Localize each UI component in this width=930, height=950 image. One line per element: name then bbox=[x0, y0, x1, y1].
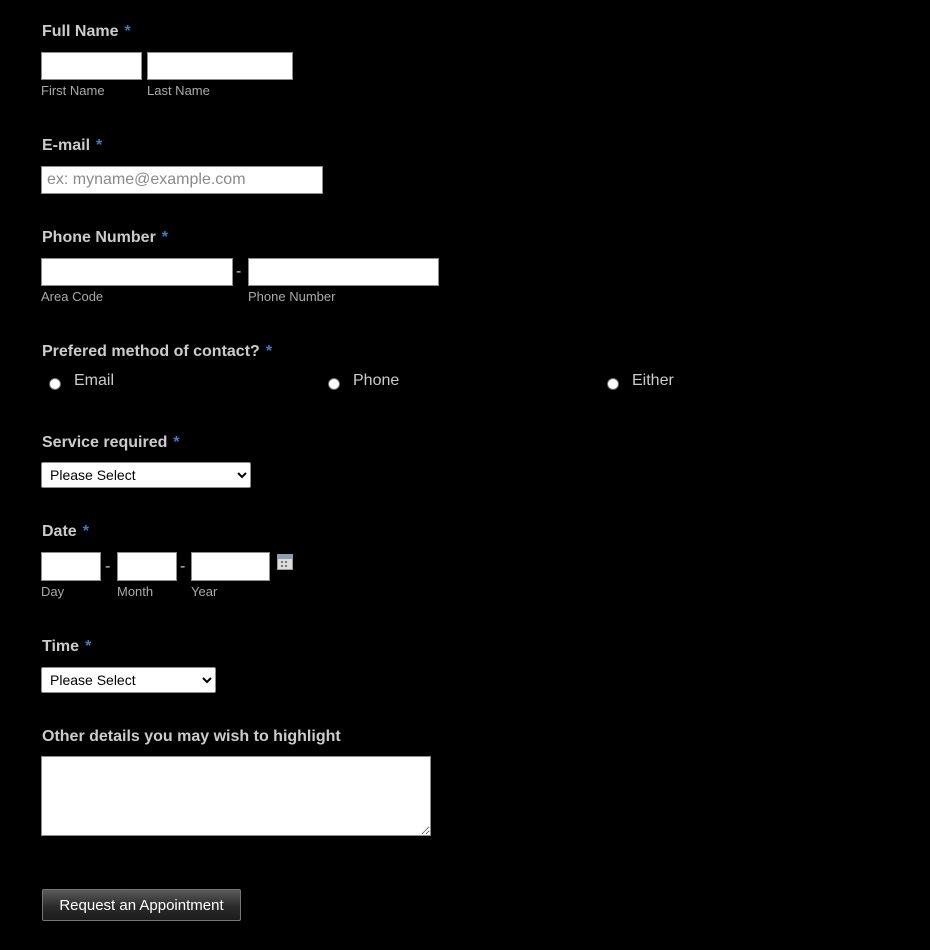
time-select[interactable] bbox=[41, 667, 216, 693]
time-label bbox=[42, 638, 91, 656]
first-name-sublabel: First Name bbox=[41, 83, 105, 98]
phone-label bbox=[42, 229, 168, 247]
required-marker: * bbox=[85, 638, 92, 655]
contact-either-label[interactable]: Either bbox=[632, 372, 674, 389]
email-input[interactable] bbox=[41, 166, 323, 194]
year-input[interactable] bbox=[191, 552, 270, 581]
email-label-text: E-mail bbox=[42, 137, 91, 154]
month-sublabel: Month bbox=[117, 584, 154, 599]
contact-phone-label[interactable]: Phone bbox=[353, 372, 400, 389]
required-marker: * bbox=[173, 434, 180, 451]
last-name-sublabel: Last Name bbox=[147, 83, 210, 98]
full-name-label bbox=[42, 23, 131, 41]
service-label-text: Service required bbox=[42, 434, 168, 451]
details-label: Other details you may wish to highlight bbox=[42, 728, 341, 745]
required-marker: * bbox=[124, 23, 131, 40]
phone-separator: - bbox=[236, 263, 242, 280]
request-appointment-button[interactable]: Request an Appointment bbox=[42, 889, 241, 921]
details-textarea[interactable] bbox=[41, 756, 431, 836]
time-label-text: Time bbox=[42, 638, 80, 655]
area-code-sublabel: Area Code bbox=[41, 289, 104, 304]
required-marker: * bbox=[82, 523, 89, 540]
date-separator-2: - bbox=[180, 558, 186, 575]
calendar-icon[interactable] bbox=[277, 554, 293, 570]
required-marker: * bbox=[96, 137, 103, 154]
year-sublabel: Year bbox=[191, 584, 218, 599]
service-label bbox=[42, 434, 180, 452]
contact-either-radio[interactable] bbox=[607, 378, 619, 390]
required-marker: * bbox=[265, 343, 273, 360]
contact-method-label-text: Prefered method of contact? bbox=[42, 343, 260, 360]
month-input[interactable] bbox=[117, 552, 177, 581]
date-separator-1: - bbox=[105, 558, 111, 575]
full-name-label-text: Full Name bbox=[42, 23, 119, 40]
day-sublabel: Day bbox=[41, 584, 65, 599]
service-select[interactable] bbox=[41, 462, 251, 488]
day-input[interactable] bbox=[41, 552, 101, 581]
phone-label-text: Phone Number bbox=[42, 229, 156, 246]
phone-number-input[interactable] bbox=[248, 258, 439, 286]
date-label-text: Date bbox=[42, 523, 77, 540]
contact-email-radio[interactable] bbox=[49, 378, 61, 390]
first-name-input[interactable] bbox=[41, 52, 142, 80]
contact-phone-radio[interactable] bbox=[328, 378, 340, 390]
date-label bbox=[42, 523, 89, 541]
email-label bbox=[42, 137, 102, 155]
contact-method-label bbox=[42, 343, 272, 361]
phone-number-sublabel: Phone Number bbox=[248, 289, 336, 304]
last-name-input[interactable] bbox=[147, 52, 293, 80]
area-code-input[interactable] bbox=[41, 258, 233, 286]
contact-email-label[interactable]: Email bbox=[74, 372, 115, 389]
required-marker: * bbox=[161, 229, 169, 246]
